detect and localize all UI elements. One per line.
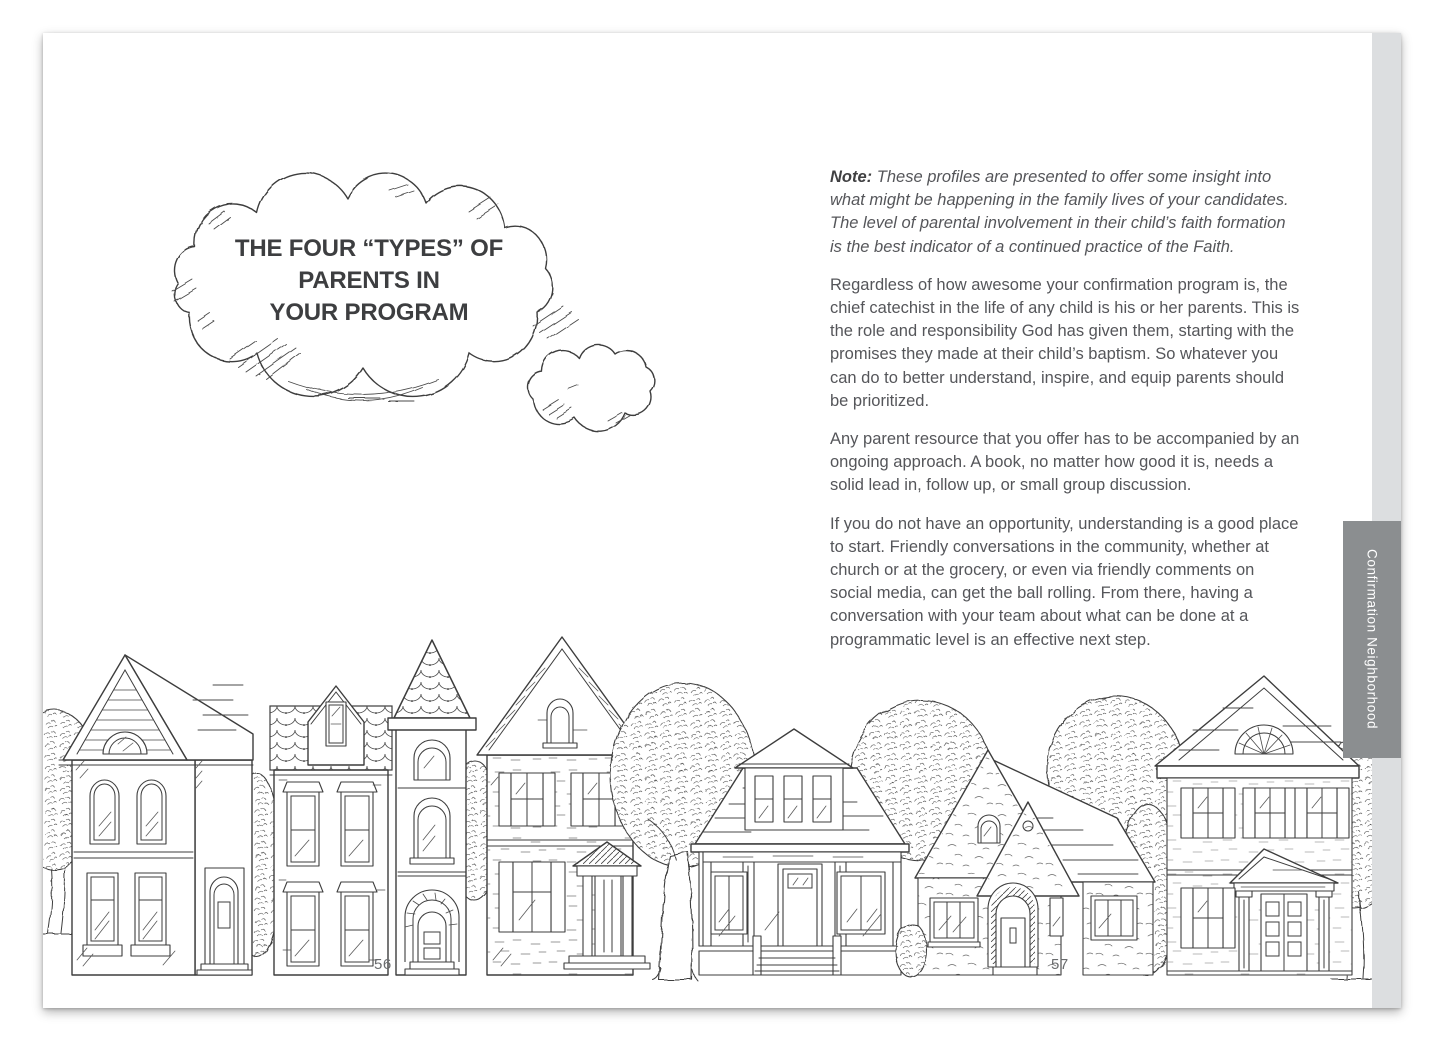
shuttered-window	[499, 773, 555, 826]
shuttered-window	[1295, 788, 1349, 838]
title-line-3: YOUR PROGRAM	[269, 299, 469, 326]
page-number-right: 57	[1051, 956, 1069, 973]
section-tab-confirmation-neighborhood	[1343, 521, 1401, 758]
note-paragraph	[830, 166, 1300, 259]
shuttered-window	[1181, 788, 1235, 838]
note-text: These profiles are presented to offer some insight into what might be happening in the family lives of your candidates. The level of parental involvement in their child’s faith formation is the best indicator of a continued practice of the Faith.	[830, 168, 1289, 256]
section-tab-label: Confirmation Neighborhood	[1364, 549, 1380, 730]
house-1	[59, 655, 253, 975]
house-2	[270, 686, 392, 975]
paragraph-2: Any parent resource that you offer has to be accompanied by an ongoing approach. A book, no matter how good it is, needs a solid lead in, follow up, or small group discussion.	[830, 430, 1300, 495]
page-title	[233, 233, 505, 329]
shuttered-window	[1181, 888, 1235, 948]
note-label: Note:	[830, 168, 873, 186]
paragraph-1: Regardless of how awesome your confirmation program is, the chief catechist in the life of any child is his or her parents. This is the role and responsibility God has given them, starting with the promises they made at their child’s baptism. So whatever you can do to better understand, inspire, and equip parents should be prioritized.	[830, 275, 1300, 410]
title-line-1: THE FOUR “TYPES” OF	[234, 235, 504, 262]
neighborhood-illustration	[43, 630, 1372, 1008]
house-3	[388, 640, 476, 975]
bush	[895, 923, 927, 977]
page-number-left: 56	[374, 956, 392, 973]
shuttered-window	[1243, 788, 1297, 838]
house-7	[1155, 676, 1359, 975]
title-line-2: PARENTS IN	[298, 267, 440, 294]
book-spread	[43, 33, 1401, 1008]
paragraph-3: If you do not have an opportunity, understanding is a good place to start. Friendly conversations in the community, whether at church or at the grocery, or even via friendly comments on social media, can get the ball rolling. From there, having a conversation with your team about what can be done at a programmatic level is an effective next step.	[830, 514, 1299, 649]
body-text-column	[830, 166, 1300, 667]
shuttered-window	[499, 862, 565, 932]
